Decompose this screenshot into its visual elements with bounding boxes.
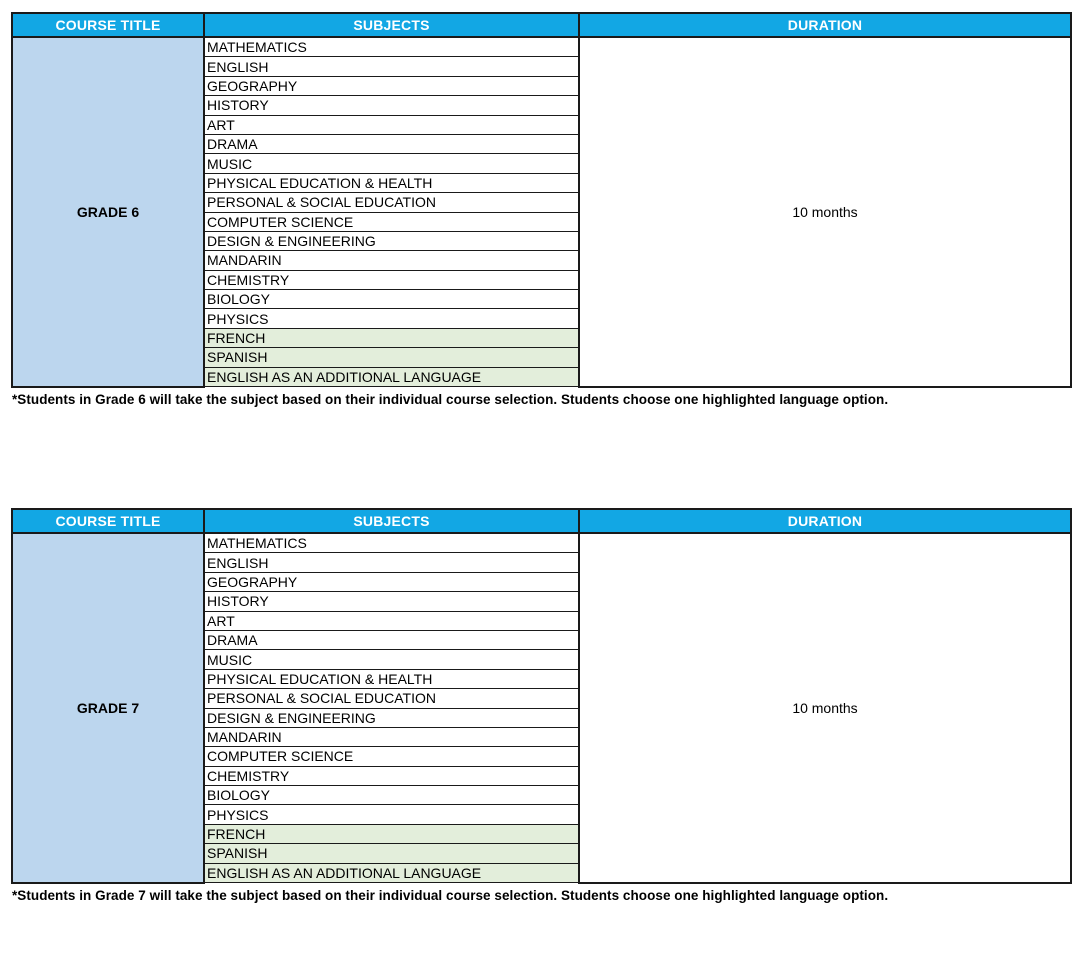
subject-cell: PERSONAL & SOCIAL EDUCATION	[204, 689, 579, 708]
subject-cell: ENGLISH	[204, 57, 579, 76]
curriculum-table-grade-6	[11, 12, 1072, 388]
curriculum-table-grade-7	[11, 508, 1072, 884]
grade-7-note: *Students in Grade 7 will take the subject based on their individual course selection. Students choose one highlighted language option.	[12, 887, 889, 903]
grade-6-section	[11, 12, 1070, 407]
subject-cell: PHYSICS	[204, 805, 579, 824]
duration-header: DURATION	[579, 509, 1071, 533]
subject-cell: COMPUTER SCIENCE	[204, 747, 579, 766]
subject-cell: ART	[204, 611, 579, 630]
grade-title-cell: GRADE 7	[12, 533, 204, 883]
table-row	[12, 37, 1071, 57]
subjects-header: SUBJECTS	[204, 13, 579, 37]
language-option-cell: FRENCH	[204, 328, 579, 347]
subject-cell: ENGLISH	[204, 553, 579, 572]
duration-header: DURATION	[579, 13, 1071, 37]
language-option-cell: ENGLISH AS AN ADDITIONAL LANGUAGE	[204, 863, 579, 882]
subject-cell: MATHEMATICS	[204, 533, 579, 553]
subject-cell: MUSIC	[204, 154, 579, 173]
course-title-header: COURSE TITLE	[12, 13, 204, 37]
language-option-cell: SPANISH	[204, 348, 579, 367]
language-option-cell: SPANISH	[204, 844, 579, 863]
table-header-row	[12, 509, 1071, 533]
subject-cell: DESIGN & ENGINEERING	[204, 231, 579, 250]
language-option-cell: FRENCH	[204, 824, 579, 843]
duration-cell: 10 months	[579, 533, 1071, 883]
subject-cell: HISTORY	[204, 592, 579, 611]
duration-cell: 10 months	[579, 37, 1071, 387]
subject-cell: COMPUTER SCIENCE	[204, 212, 579, 231]
subject-cell: MATHEMATICS	[204, 37, 579, 57]
subject-cell: ART	[204, 115, 579, 134]
subject-cell: MANDARIN	[204, 251, 579, 270]
subject-cell: CHEMISTRY	[204, 270, 579, 289]
subject-cell: PHYSICAL EDUCATION & HEALTH	[204, 173, 579, 192]
subject-cell: GEOGRAPHY	[204, 76, 579, 95]
subject-cell: PHYSICAL EDUCATION & HEALTH	[204, 669, 579, 688]
subject-cell: BIOLOGY	[204, 786, 579, 805]
subject-cell: DRAMA	[204, 134, 579, 153]
subject-cell: BIOLOGY	[204, 290, 579, 309]
subject-cell: PERSONAL & SOCIAL EDUCATION	[204, 193, 579, 212]
subject-cell: GEOGRAPHY	[204, 572, 579, 591]
subject-cell: DRAMA	[204, 630, 579, 649]
table-header-row	[12, 13, 1071, 37]
subject-cell: MUSIC	[204, 650, 579, 669]
course-title-header: COURSE TITLE	[12, 509, 204, 533]
grade-7-section	[11, 508, 1070, 903]
table-row	[12, 533, 1071, 553]
language-option-cell: ENGLISH AS AN ADDITIONAL LANGUAGE	[204, 367, 579, 386]
grade-title-cell: GRADE 6	[12, 37, 204, 387]
subject-cell: DESIGN & ENGINEERING	[204, 708, 579, 727]
subjects-body	[12, 37, 1071, 387]
subject-cell: PHYSICS	[204, 309, 579, 328]
subject-cell: MANDARIN	[204, 727, 579, 746]
subjects-header: SUBJECTS	[204, 509, 579, 533]
subject-cell: CHEMISTRY	[204, 766, 579, 785]
subject-cell: HISTORY	[204, 96, 579, 115]
grade-6-note: *Students in Grade 6 will take the subject based on their individual course selection. Students choose one highlighted language option.	[12, 391, 889, 407]
subjects-body	[12, 533, 1071, 883]
